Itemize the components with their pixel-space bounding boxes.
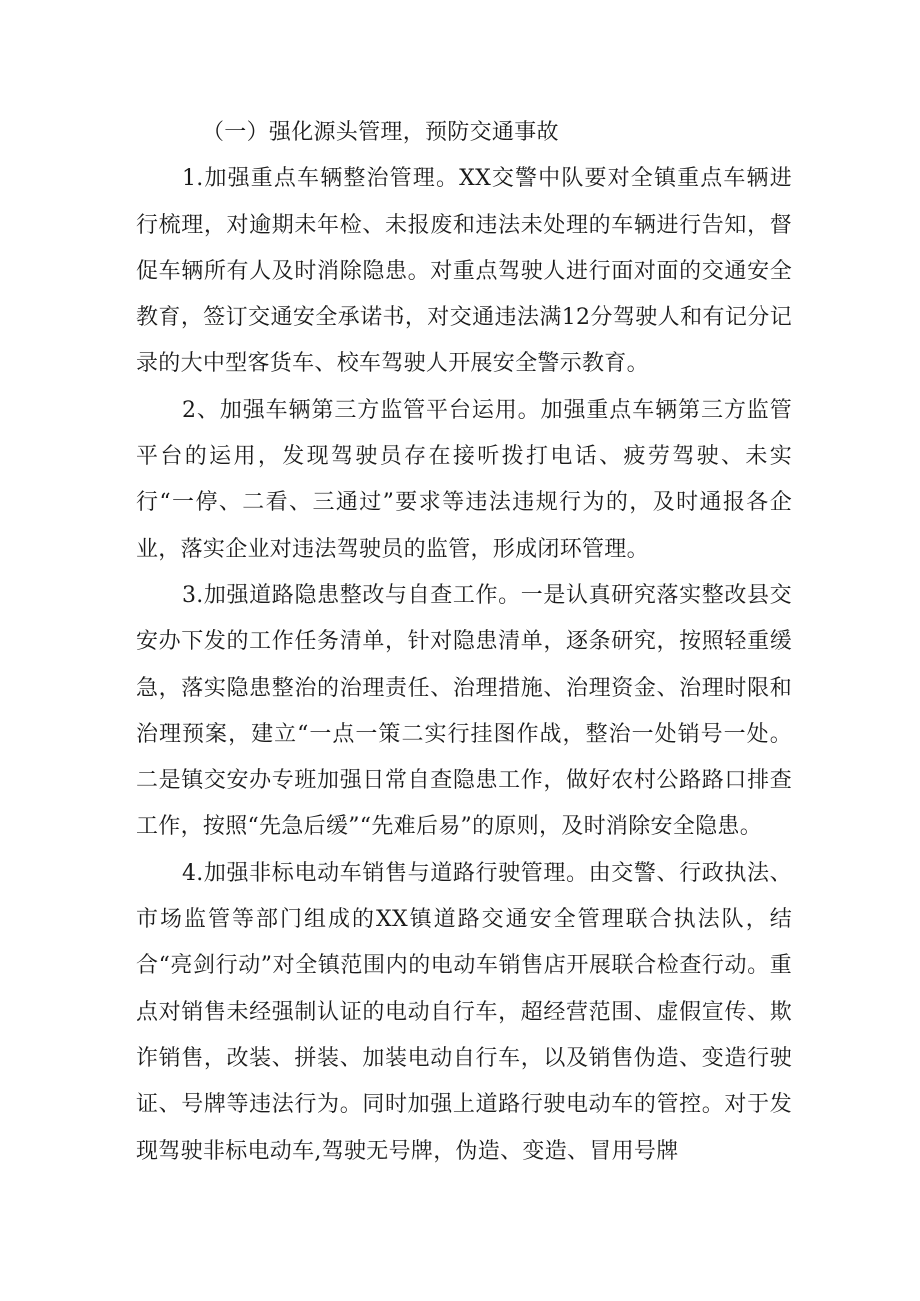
paragraph-1: 1.加强重点车辆整治管理。XX交警中队要对全镇重点车辆进行梳理，对逾期未年检、未报废和违法未处理的车辆进行告知，督促车辆所有人及时消除隐患。对重点驾驶人进行面对面的交通安全教育，签订交通安全承诺书，对交通违法满12分驾驶人和有记分记录的大中型客货车、校车驾驶人开展安全警示教育。 [136,166,792,377]
document-body [136,110,792,1175]
section-heading: （一）强化源头管理，预防交通事故 [202,120,559,145]
paragraph-2: 2、加强车辆第三方监管平台运用。加强重点车辆第三方监管平台的运用，发现驾驶员存在接听拨打电话、疲劳驾驶、未实行“一停、二看、三通过”要求等违法违规行为的，及时通报各企业，落实企业对违法驾驶员的监管，形成闭环管理。 [136,397,792,562]
paragraph-4: 4.加强非标电动车销售与道路行驶管理。由交警、行政执法、市场监管等部门组成的XX镇道路交通安全管理联合执法队，结合“亮剑行动”对全镇范围内的电动车销售店开展联合检查行动。重点对销售未经强制认证的电动自行车，超经营范围、虚假宣传、欺诈销售，改装、拼装、加装电动自行车，以及销售伪造、变造行驶证、号牌等违法行为。同时加强上道路行驶电动车的管控。对于发现驾驶非标电动车,驾驶无号牌，伪造、变造、冒用号牌 [136,860,792,1164]
paragraph-3: 3.加强道路隐患整改与自查工作。一是认真研究落实整改县交安办下发的工作任务清单，针对隐患清单，逐条研究，按照轻重缓急，落实隐患整治的治理责任、治理措施、治理资金、治理时限和治理预案，建立“一点一策二实行挂图作战，整治一处销号一处。二是镇交安办专班加强日常自查隐患工作，做好农村公路路口排查工作，按照“先急后缓”“先难后易”的原则，及时消除安全隐患。 [136,582,792,840]
